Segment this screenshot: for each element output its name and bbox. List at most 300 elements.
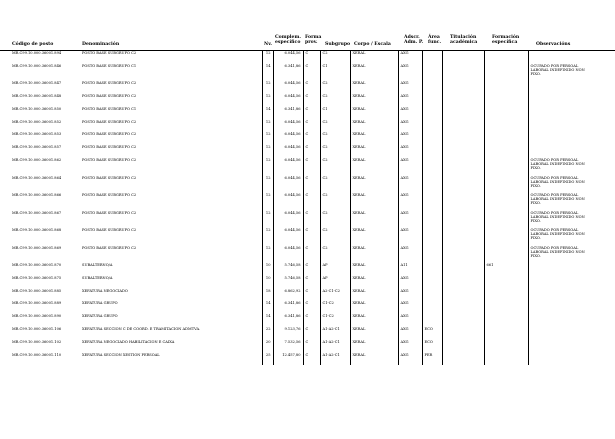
cell-codigo: MR.C99.10.000.36001.866 (12, 193, 62, 198)
cell-corpo: XERAL (350, 228, 398, 246)
cell-area (422, 64, 442, 82)
cell-forma: C (303, 94, 320, 107)
cell-nv: 14 (262, 314, 273, 327)
cell-adscr: AXG (398, 353, 422, 366)
cell-area (422, 193, 442, 211)
cell-codigo: MR.C99.10.000.36001.852 (12, 119, 62, 124)
cell-corpo: XERAL (350, 289, 398, 302)
cell-area: PER (422, 353, 442, 366)
cell-titulacion (442, 353, 484, 366)
cell-titulacion (442, 228, 484, 246)
cell-forma: C (303, 81, 320, 94)
cell-subgrupo: C2 (320, 211, 350, 229)
cell-area (422, 145, 442, 158)
cell-titulacion (442, 176, 484, 194)
cell-adscr: AXG (398, 314, 422, 327)
cell-denominacion: POSTO BASE SUBGRUPO C1 (82, 106, 137, 111)
cell-formacion (484, 107, 528, 120)
table-row (12, 94, 596, 107)
cell-area (422, 314, 442, 327)
cell-subgrupo: C2 (320, 176, 350, 194)
cell-observacions: OCUPADO POR PERSOAL LABORAL INDEFINIDO NON FIXO. (528, 228, 596, 246)
cell-formacion (484, 94, 528, 107)
cell-corpo: XERAL (350, 132, 398, 145)
cell-denominacion: POSTO BASE SUBGRUPO C2 (82, 210, 137, 215)
cell-area (422, 276, 442, 289)
cell-forma: C (303, 158, 320, 176)
cell-denominacion: POSTO BASE SUBGRUPO C2 (82, 228, 137, 233)
cell-adscr: AXG (398, 340, 422, 353)
cell-formacion (484, 145, 528, 158)
cell-nv: 12 (262, 246, 273, 264)
cell-area (422, 81, 442, 94)
cell-denominacion: SUBALTERNO/A (82, 263, 113, 268)
cell-corpo: XERAL (350, 314, 398, 327)
table-row (12, 120, 596, 133)
cell-nv: 10 (262, 276, 273, 289)
cell-codigo: MR.C99.10.000.36001.870 (12, 263, 62, 268)
table-row (12, 64, 596, 82)
cell-complem: 6.044,56 (273, 51, 303, 64)
header-adscr: Adscr. Adm. P. (404, 35, 424, 45)
cell-titulacion (442, 94, 484, 107)
header-codigo: Código de posto (12, 42, 54, 47)
cell-forma: C (303, 193, 320, 211)
cell-corpo: XERAL (350, 64, 398, 82)
cell-subgrupo: C2 (320, 81, 350, 94)
cell-corpo: XERAL (350, 246, 398, 264)
cell-formacion (484, 289, 528, 302)
cell-formacion (484, 301, 528, 314)
cell-titulacion (442, 301, 484, 314)
cell-nv: 12 (262, 132, 273, 145)
cell-subgrupo: C2 (320, 193, 350, 211)
cell-codigo: MR.C99.10.000.36001.890 (12, 314, 62, 319)
cell-forma: C (303, 64, 320, 82)
cell-observacions: OCUPADO POR PERSOAL LABORAL INDEFINIDO NON FIXO. (528, 176, 596, 194)
cell-observacions (528, 289, 596, 302)
cell-denominacion: XEFATURA NEGOCIADO (82, 288, 128, 293)
cell-area (422, 158, 442, 176)
cell-observacions (528, 145, 596, 158)
cell-complem: 6.044,56 (273, 246, 303, 264)
cell-complem: 5.746,58 (273, 276, 303, 289)
cell-area (422, 176, 442, 194)
cell-titulacion (442, 158, 484, 176)
cell-area (422, 301, 442, 314)
cell-codigo: MR.C99.10.000.36001.857 (12, 145, 62, 150)
cell-formacion (484, 64, 528, 82)
cell-denominacion: XEFATURA GRUPO (82, 314, 118, 319)
cell-complem: 7.532,56 (273, 340, 303, 353)
cell-observacions (528, 340, 596, 353)
cell-nv: 12 (262, 158, 273, 176)
cell-denominacion: POSTO BASE SUBGRUPO C2 (82, 94, 137, 99)
cell-area (422, 94, 442, 107)
table-row (12, 276, 596, 289)
cell-titulacion (442, 246, 484, 264)
cell-denominacion: POSTO BASE SUBGRUPO C2 (82, 158, 137, 163)
table-row (12, 107, 596, 120)
cell-codigo: MR.C99.10.000.36001.847 (12, 81, 62, 86)
cell-observacions (528, 94, 596, 107)
cell-titulacion (442, 120, 484, 133)
cell-adscr: AXG (398, 81, 422, 94)
cell-nv: 25 (262, 353, 273, 366)
cell-observacions (528, 314, 596, 327)
cell-complem: 6.044,56 (273, 120, 303, 133)
cell-area (422, 107, 442, 120)
cell-codigo: MR.C99.10.000.36001.846 (12, 63, 62, 68)
table-row (12, 246, 596, 264)
cell-complem: 6.044,56 (273, 228, 303, 246)
cell-observacions (528, 120, 596, 133)
cell-observacions: OCUPADO POR PERSOAL LABORAL INDEFINIDO NON FIXO. (528, 193, 596, 211)
cell-formacion (484, 176, 528, 194)
cell-subgrupo: C2 (320, 246, 350, 264)
cell-area (422, 289, 442, 302)
cell-forma: C (303, 120, 320, 133)
cell-adscr: AXG (398, 228, 422, 246)
cell-nv: 14 (262, 301, 273, 314)
cell-titulacion (442, 289, 484, 302)
cell-nv: 12 (262, 193, 273, 211)
cell-subgrupo: A1-A2-C1 (320, 340, 350, 353)
cell-corpo: XERAL (350, 94, 398, 107)
cell-subgrupo: C2 (320, 145, 350, 158)
cell-adscr: AXG (398, 289, 422, 302)
cell-corpo: XERAL (350, 107, 398, 120)
cell-adscr: AXG (398, 132, 422, 145)
cell-formacion (484, 353, 528, 366)
cell-forma: C (303, 314, 320, 327)
cell-codigo: MR.C99.10.000.36001.885 (12, 288, 62, 293)
cell-subgrupo: C2 (320, 51, 350, 64)
cell-corpo: XERAL (350, 158, 398, 176)
cell-titulacion (442, 132, 484, 145)
cell-codigo: MR.C99.10.000.36001.889 (12, 301, 62, 306)
cell-subgrupo: C2 (320, 228, 350, 246)
cell-titulacion (442, 276, 484, 289)
header-forma: Forma prov. (305, 35, 322, 45)
cell-adscr: AXG (398, 176, 422, 194)
table-header (0, 27, 615, 51)
cell-denominacion: SUBALTERNO/A (82, 275, 113, 280)
cell-codigo: MR.C99.10.000.36001.864 (12, 175, 62, 180)
cell-complem: 6.044,56 (273, 145, 303, 158)
cell-area (422, 263, 442, 276)
table-row (12, 289, 596, 302)
table-row (12, 145, 596, 158)
table-row (12, 301, 596, 314)
cell-nv: 22 (262, 327, 273, 340)
cell-observacions: OCUPADO POR PERSOAL LABORAL INDEFINIDO NON FIXO. (528, 246, 596, 264)
cell-adscr: AXG (398, 246, 422, 264)
cell-observacions: OCUPADO POR PERSOAL LABORAL INDEFINIDO NON FIXO. (528, 158, 596, 176)
cell-denominacion: XEFATURA SECCIÓN C DE COORD. E TRAMITACIÓN ADMTVA. (82, 327, 201, 332)
cell-codigo: MR.C99.10.000.36001.106 (12, 327, 62, 332)
cell-subgrupo: C1-C2 (320, 314, 350, 327)
cell-corpo: XERAL (350, 353, 398, 366)
cell-forma: C (303, 132, 320, 145)
cell-adscr: AXG (398, 211, 422, 229)
cell-observacions (528, 353, 596, 366)
cell-nv: 20 (262, 340, 273, 353)
cell-denominacion: POSTO BASE SUBGRUPO C2 (82, 132, 137, 137)
cell-titulacion (442, 340, 484, 353)
cell-formacion: 661 (484, 263, 528, 276)
cell-observacions (528, 107, 596, 120)
cell-adscr: AXG (398, 51, 422, 64)
table-row (12, 327, 596, 340)
cell-titulacion (442, 327, 484, 340)
cell-adscr: AXG (398, 120, 422, 133)
posts-table (12, 51, 596, 365)
cell-formacion (484, 211, 528, 229)
cell-area (422, 120, 442, 133)
cell-subgrupo: A2-C1-C2 (320, 289, 350, 302)
cell-subgrupo: C2 (320, 132, 350, 145)
cell-nv: 12 (262, 228, 273, 246)
cell-subgrupo: C1-C2 (320, 301, 350, 314)
cell-area: ECO (422, 340, 442, 353)
cell-nv: 18 (262, 289, 273, 302)
table-row (12, 353, 596, 366)
cell-complem: 6.341,86 (273, 301, 303, 314)
cell-observacions (528, 51, 596, 64)
cell-formacion (484, 246, 528, 264)
header-formacion: Formación específica (492, 35, 520, 45)
cell-forma: C (303, 228, 320, 246)
cell-denominacion: XEFATURA SECCIÓN XESTIÓN PERSOAL (82, 352, 160, 357)
cell-subgrupo: C2 (320, 94, 350, 107)
cell-nv: 12 (262, 176, 273, 194)
cell-corpo: XERAL (350, 276, 398, 289)
cell-complem: 6.044,56 (273, 158, 303, 176)
cell-denominacion: POSTO BASE SUBGRUPO C1 (82, 63, 137, 68)
cell-complem: 6.341,86 (273, 107, 303, 120)
table-row (12, 81, 596, 94)
cell-denominacion: POSTO BASE SUBGRUPO C2 (82, 175, 137, 180)
cell-nv: 10 (262, 263, 273, 276)
cell-observacions (528, 327, 596, 340)
cell-denominacion: POSTO BASE SUBGRUPO C2 (82, 51, 137, 55)
cell-nv: 14 (262, 107, 273, 120)
cell-titulacion (442, 64, 484, 82)
cell-complem: 5.746,58 (273, 263, 303, 276)
cell-codigo: MR.C99.10.000.36001.853 (12, 132, 62, 137)
cell-adscr: AXG (398, 327, 422, 340)
cell-subgrupo: AP (320, 276, 350, 289)
cell-denominacion: POSTO BASE SUBGRUPO C2 (82, 81, 137, 86)
cell-codigo: MR.C99.10.000.36001.875 (12, 275, 62, 280)
cell-denominacion: POSTO BASE SUBGRUPO C2 (82, 245, 137, 250)
cell-adscr: AXG (398, 64, 422, 82)
header-complem: Complem. específico (275, 35, 301, 45)
table-row (12, 132, 596, 145)
cell-corpo: XERAL (350, 211, 398, 229)
cell-nv: 12 (262, 120, 273, 133)
cell-observacions: OCUPADO POR PERSOAL LABORAL INDEFINIDO NON FIXO. (528, 211, 596, 229)
header-subgrupo: Subgrupo (325, 42, 351, 47)
cell-complem: 6.044,56 (273, 211, 303, 229)
cell-titulacion (442, 51, 484, 64)
table-row (12, 263, 596, 276)
cell-formacion (484, 120, 528, 133)
cell-adscr: AXG (398, 276, 422, 289)
cell-observacions (528, 81, 596, 94)
cell-corpo: XERAL (350, 340, 398, 353)
cell-area: ECO (422, 327, 442, 340)
table-row (12, 228, 596, 246)
cell-denominacion: XEFATURA NEGOCIADO HABILITACIÓN E CAIXA (82, 339, 175, 344)
cell-denominacion: XEFATURA GRUPO (82, 301, 118, 306)
header-area: Área func. (428, 35, 442, 45)
cell-corpo: XERAL (350, 301, 398, 314)
cell-formacion (484, 327, 528, 340)
cell-subgrupo: C1 (320, 107, 350, 120)
cell-forma: C (303, 340, 320, 353)
cell-complem: 6.862,92 (273, 289, 303, 302)
cell-forma: C (303, 327, 320, 340)
cell-adscr: AXG (398, 94, 422, 107)
cell-formacion (484, 81, 528, 94)
cell-forma: C (303, 276, 320, 289)
cell-codigo: MR.C99.10.000.36001.869 (12, 245, 62, 250)
cell-corpo: XERAL (350, 327, 398, 340)
table-row (12, 314, 596, 327)
cell-nv: 12 (262, 145, 273, 158)
cell-codigo: MR.C99.10.000.36001.110 (12, 352, 62, 357)
cell-adscr: A11 (398, 263, 422, 276)
cell-area (422, 246, 442, 264)
cell-nv: 14 (262, 64, 273, 82)
cell-subgrupo: C2 (320, 120, 350, 133)
cell-complem: 12.457,80 (273, 353, 303, 366)
cell-forma: C (303, 211, 320, 229)
cell-corpo: XERAL (350, 51, 398, 64)
cell-titulacion (442, 314, 484, 327)
cell-complem: 6.044,56 (273, 94, 303, 107)
cell-subgrupo: A1-A2-C1 (320, 327, 350, 340)
cell-adscr: AXG (398, 145, 422, 158)
cell-subgrupo: AP (320, 263, 350, 276)
cell-adscr: AXG (398, 107, 422, 120)
cell-subgrupo: C1 (320, 64, 350, 82)
cell-observacions (528, 301, 596, 314)
cell-adscr: AXG (398, 158, 422, 176)
cell-nv: 12 (262, 211, 273, 229)
cell-corpo: XERAL (350, 263, 398, 276)
cell-nv: 12 (262, 94, 273, 107)
cell-adscr: AXG (398, 193, 422, 211)
cell-titulacion (442, 211, 484, 229)
cell-subgrupo: C2 (320, 158, 350, 176)
cell-area (422, 132, 442, 145)
cell-forma: C (303, 289, 320, 302)
cell-forma: C (303, 176, 320, 194)
cell-formacion (484, 158, 528, 176)
cell-area (422, 51, 442, 64)
cell-codigo: MR.C99.10.000.36001.862 (12, 158, 62, 163)
cell-subgrupo: A1-A2-C1 (320, 353, 350, 366)
cell-codigo: MR.C99.10.000.36001.868 (12, 228, 62, 233)
cell-titulacion (442, 193, 484, 211)
cell-denominacion: POSTO BASE SUBGRUPO C2 (82, 193, 137, 198)
cell-titulacion (442, 145, 484, 158)
cell-complem: 6.044,56 (273, 132, 303, 145)
cell-codigo: MR.C99.10.000.36001.894 (12, 51, 62, 55)
cell-observacions (528, 263, 596, 276)
cell-observacions: OCUPADO POR PERSOAL LABORAL INDEFINIDO NON FIXO. (528, 64, 596, 82)
cell-formacion (484, 314, 528, 327)
cell-formacion (484, 228, 528, 246)
cell-observacions (528, 132, 596, 145)
header-titulacion: Titulación académica (450, 35, 478, 45)
cell-formacion (484, 276, 528, 289)
table-row (12, 176, 596, 194)
cell-forma: C (303, 301, 320, 314)
cell-codigo: MR.C99.10.000.36001.850 (12, 106, 62, 111)
cell-formacion (484, 132, 528, 145)
cell-titulacion (442, 107, 484, 120)
cell-forma: C (303, 353, 320, 366)
table-row (12, 340, 596, 353)
cell-area (422, 228, 442, 246)
cell-titulacion (442, 81, 484, 94)
table-row (12, 211, 596, 229)
header-corpo: Corpo / Escala (354, 42, 391, 47)
cell-nv: 12 (262, 81, 273, 94)
cell-codigo: MR.C99.10.000.36001.848 (12, 94, 62, 99)
cell-forma: C (303, 263, 320, 276)
cell-corpo: XERAL (350, 193, 398, 211)
cell-forma: C (303, 51, 320, 64)
cell-complem: 6.044,56 (273, 81, 303, 94)
cell-complem: 6.044,56 (273, 176, 303, 194)
cell-forma: C (303, 145, 320, 158)
cell-corpo: XERAL (350, 81, 398, 94)
cell-complem: 6.341,86 (273, 314, 303, 327)
cell-titulacion (442, 263, 484, 276)
cell-denominacion: POSTO BASE SUBGRUPO C2 (82, 145, 137, 150)
cell-forma: C (303, 246, 320, 264)
cell-observacions (528, 276, 596, 289)
table-body (12, 51, 596, 365)
table-row (12, 193, 596, 211)
header-denominacion: Denominación (82, 42, 120, 47)
cell-area (422, 211, 442, 229)
cell-formacion (484, 340, 528, 353)
cell-codigo: MR.C99.10.000.36001.102 (12, 339, 62, 344)
cell-corpo: XERAL (350, 176, 398, 194)
cell-forma: C (303, 107, 320, 120)
cell-complem: 9.123,76 (273, 327, 303, 340)
header-observacions: Observacións (536, 42, 571, 47)
cell-adscr: AXG (398, 301, 422, 314)
cell-denominacion: POSTO BASE SUBGRUPO C2 (82, 119, 137, 124)
cell-corpo: XERAL (350, 120, 398, 133)
cell-codigo: MR.C99.10.000.36001.867 (12, 210, 62, 215)
header-nv: Nv. (264, 42, 273, 47)
cell-corpo: XERAL (350, 145, 398, 158)
cell-complem: 6.044,56 (273, 193, 303, 211)
table-row (12, 51, 596, 64)
cell-nv: 12 (262, 51, 273, 64)
table-row (12, 158, 596, 176)
cell-formacion (484, 193, 528, 211)
cell-complem: 6.341,86 (273, 64, 303, 82)
